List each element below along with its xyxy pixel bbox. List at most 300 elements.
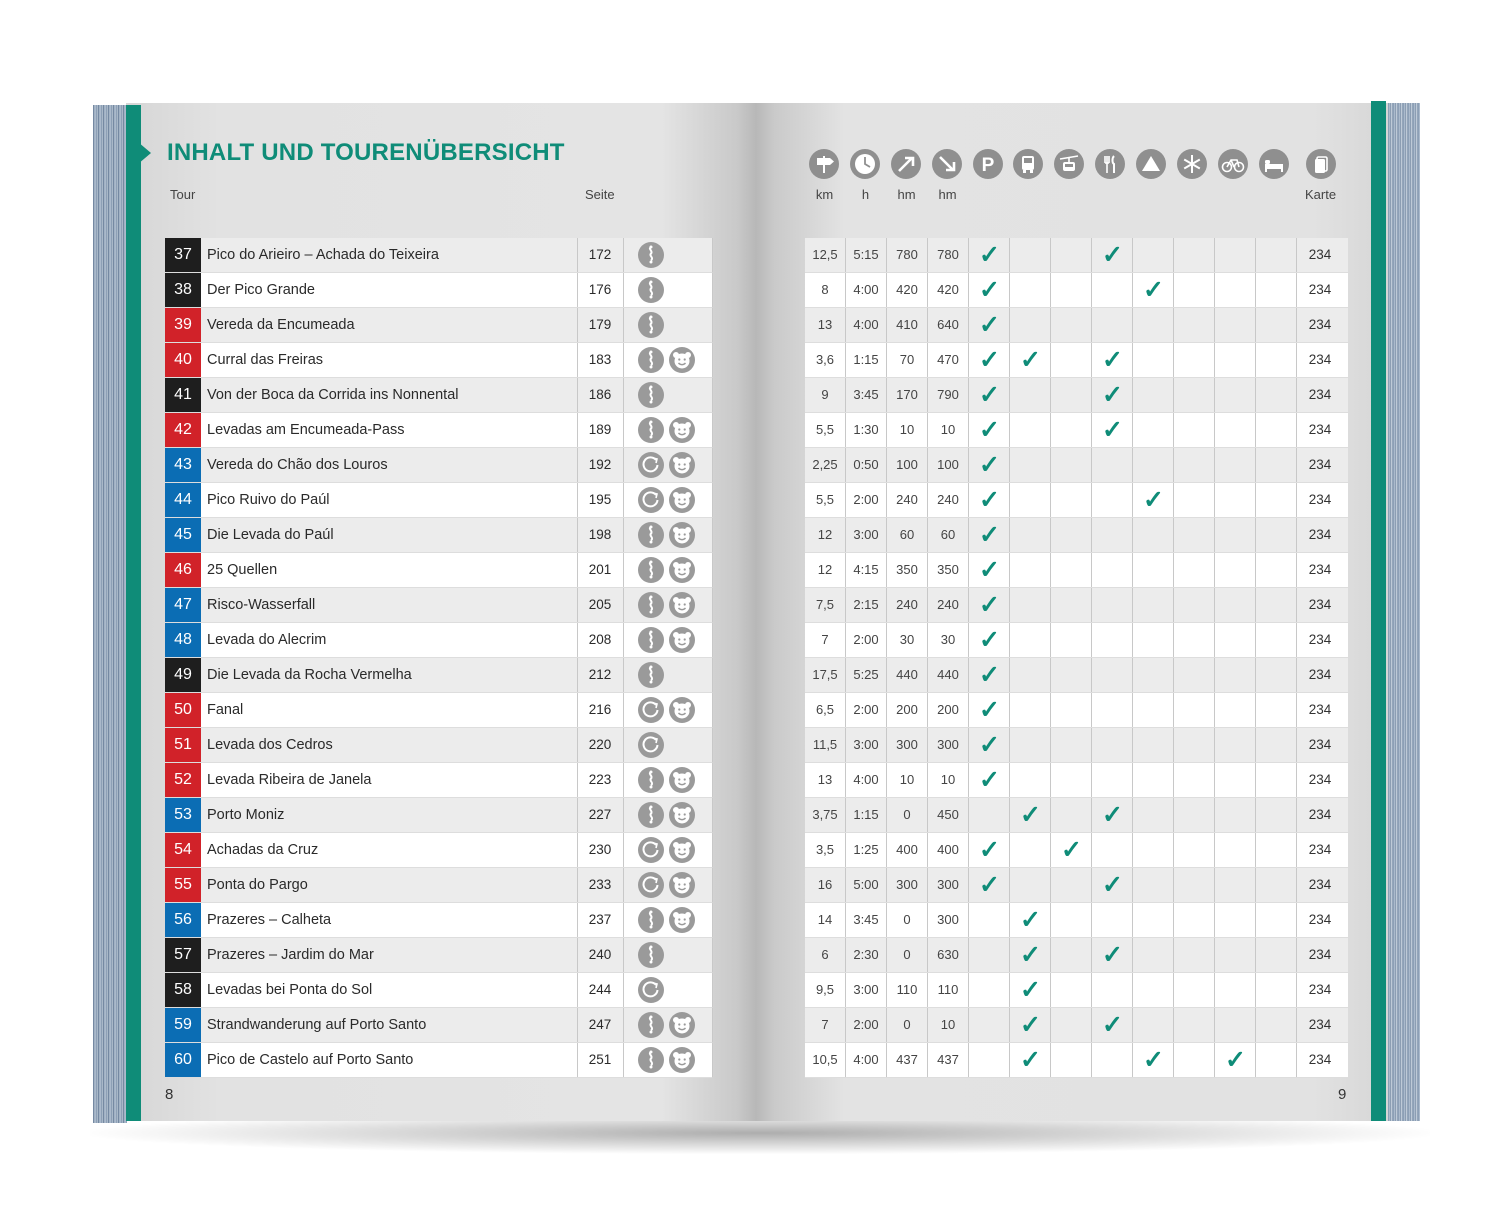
tour-duration: 1:25 bbox=[853, 842, 879, 857]
tour-distance: 12 bbox=[817, 527, 833, 542]
tour-duration: 0:50 bbox=[853, 457, 879, 472]
column-divider bbox=[1214, 1008, 1215, 1042]
tour-number-badge: 49 bbox=[165, 658, 201, 692]
tour-map-page: 234 bbox=[1308, 492, 1332, 507]
tour-stats-row-40 bbox=[805, 343, 1348, 378]
column-divider bbox=[623, 833, 624, 867]
tour-ascent: 30 bbox=[899, 632, 915, 647]
column-divider bbox=[623, 553, 624, 587]
tour-name: Der Pico Grande bbox=[207, 282, 315, 298]
tour-map-page: 234 bbox=[1308, 912, 1332, 927]
kids-icon bbox=[669, 522, 695, 548]
tour-row-57[interactable] bbox=[165, 938, 712, 973]
tour-distance: 11,5 bbox=[812, 737, 838, 752]
column-divider bbox=[1214, 973, 1215, 1007]
tour-row-49[interactable] bbox=[165, 658, 712, 693]
column-divider bbox=[1050, 728, 1051, 762]
tour-number-badge: 59 bbox=[165, 1008, 201, 1042]
route-oneway-icon bbox=[638, 347, 664, 373]
summit-icon bbox=[1136, 149, 1166, 179]
bike-icon bbox=[1218, 149, 1248, 179]
column-divider bbox=[623, 693, 624, 727]
column-divider bbox=[1132, 763, 1133, 797]
tour-page: 186 bbox=[588, 387, 612, 402]
check-mark-icon: ✓ bbox=[1143, 276, 1164, 304]
route-oneway-icon bbox=[638, 522, 664, 548]
tour-descent: 100 bbox=[937, 457, 959, 472]
column-divider bbox=[623, 938, 624, 972]
kids-icon bbox=[669, 767, 695, 793]
tour-row-51[interactable] bbox=[165, 728, 712, 763]
column-divider bbox=[1214, 588, 1215, 622]
column-divider bbox=[1091, 518, 1092, 552]
check-mark-icon: ✓ bbox=[1020, 801, 1041, 829]
tour-row-58[interactable] bbox=[165, 973, 712, 1008]
tour-row-55[interactable] bbox=[165, 868, 712, 903]
tour-page: 240 bbox=[588, 947, 612, 962]
column-divider bbox=[712, 1008, 713, 1042]
column-divider bbox=[1214, 693, 1215, 727]
column-divider bbox=[1173, 378, 1174, 412]
tour-row-44[interactable] bbox=[165, 483, 712, 518]
route-oneway-icon bbox=[638, 802, 664, 828]
column-divider bbox=[623, 658, 624, 692]
check-mark-icon: ✓ bbox=[1102, 941, 1123, 969]
route-oneway-icon bbox=[638, 242, 664, 268]
check-mark-icon: ✓ bbox=[979, 486, 1000, 514]
tour-ascent: 400 bbox=[896, 842, 918, 857]
tour-row-59[interactable] bbox=[165, 1008, 712, 1043]
kids-icon bbox=[669, 697, 695, 723]
right-accent-bar bbox=[1371, 101, 1386, 1121]
tour-map-page: 234 bbox=[1308, 702, 1332, 717]
column-divider bbox=[1214, 518, 1215, 552]
column-divider bbox=[1050, 413, 1051, 447]
column-divider bbox=[623, 518, 624, 552]
column-divider bbox=[1050, 693, 1051, 727]
column-divider bbox=[1255, 693, 1256, 727]
route-loop-icon bbox=[638, 452, 664, 478]
column-divider bbox=[712, 518, 713, 552]
column-divider bbox=[623, 973, 624, 1007]
kids-icon bbox=[669, 907, 695, 933]
route-loop-icon bbox=[638, 837, 664, 863]
svg-text:P: P bbox=[981, 155, 995, 176]
tour-duration: 4:15 bbox=[853, 562, 879, 577]
tour-duration: 4:00 bbox=[853, 1052, 879, 1067]
tour-row-47[interactable] bbox=[165, 588, 712, 623]
column-divider bbox=[623, 448, 624, 482]
column-divider bbox=[623, 903, 624, 937]
bed-icon bbox=[1259, 149, 1289, 179]
check-mark-icon: ✓ bbox=[979, 661, 1000, 689]
column-divider bbox=[623, 588, 624, 622]
tour-number-badge: 54 bbox=[165, 833, 201, 867]
tour-distance: 12,5 bbox=[812, 247, 838, 262]
route-oneway-icon bbox=[638, 1047, 664, 1073]
column-divider bbox=[1091, 623, 1092, 657]
tour-name: Levada Ribeira de Janela bbox=[207, 772, 372, 788]
tour-descent: 400 bbox=[937, 842, 959, 857]
tour-name: Die Levada da Rocha Vermelha bbox=[207, 667, 412, 683]
column-divider bbox=[712, 903, 713, 937]
column-divider bbox=[1050, 273, 1051, 307]
tour-duration: 4:00 bbox=[853, 772, 879, 787]
tour-distance: 8 bbox=[821, 282, 829, 297]
tour-row-42[interactable] bbox=[165, 413, 712, 448]
column-divider bbox=[712, 973, 713, 1007]
tour-map-page: 234 bbox=[1308, 1052, 1332, 1067]
column-divider bbox=[1173, 588, 1174, 622]
tour-number-badge: 57 bbox=[165, 938, 201, 972]
column-divider bbox=[712, 833, 713, 867]
check-mark-icon: ✓ bbox=[1143, 486, 1164, 514]
tour-number-badge: 42 bbox=[165, 413, 201, 447]
column-divider bbox=[1132, 518, 1133, 552]
tour-row-43[interactable] bbox=[165, 448, 712, 483]
tour-descent: 200 bbox=[937, 702, 959, 717]
check-mark-icon: ✓ bbox=[979, 346, 1000, 374]
tour-name: 25 Quellen bbox=[207, 562, 278, 578]
column-divider bbox=[623, 763, 624, 797]
column-divider bbox=[1173, 518, 1174, 552]
tour-row-54[interactable] bbox=[165, 833, 712, 868]
column-divider bbox=[1214, 238, 1215, 272]
tour-row-50[interactable] bbox=[165, 693, 712, 728]
tour-row-48[interactable] bbox=[165, 623, 712, 658]
tour-name: Ponta do Pargo bbox=[207, 877, 308, 893]
unit-hm-down: hm bbox=[938, 187, 957, 202]
tour-distance: 5,5 bbox=[815, 492, 835, 507]
column-divider bbox=[1091, 658, 1092, 692]
column-divider bbox=[623, 238, 624, 272]
tour-duration: 2:30 bbox=[853, 947, 879, 962]
tour-map-page: 234 bbox=[1308, 737, 1332, 752]
route-oneway-icon bbox=[638, 592, 664, 618]
route-loop-icon bbox=[638, 697, 664, 723]
column-divider bbox=[1050, 623, 1051, 657]
tour-ascent: 110 bbox=[896, 982, 918, 997]
tour-row-38[interactable] bbox=[165, 273, 712, 308]
tour-ascent: 300 bbox=[896, 877, 918, 892]
column-divider bbox=[1214, 903, 1215, 937]
column-divider bbox=[623, 623, 624, 657]
column-divider bbox=[1173, 728, 1174, 762]
tour-distance: 7 bbox=[821, 632, 829, 647]
kids-icon bbox=[669, 557, 695, 583]
check-mark-icon: ✓ bbox=[1102, 871, 1123, 899]
tour-ascent: 440 bbox=[896, 667, 918, 682]
column-divider bbox=[623, 1043, 624, 1077]
column-divider bbox=[1214, 343, 1215, 377]
column-divider bbox=[1214, 623, 1215, 657]
page-number-left: 8 bbox=[165, 1086, 174, 1103]
column-divider bbox=[1255, 238, 1256, 272]
tour-descent: 10 bbox=[940, 1017, 956, 1032]
column-divider bbox=[623, 273, 624, 307]
check-mark-icon: ✓ bbox=[1020, 1046, 1041, 1074]
column-divider bbox=[1173, 798, 1174, 832]
kids-icon bbox=[669, 802, 695, 828]
column-divider bbox=[712, 798, 713, 832]
column-divider bbox=[1173, 973, 1174, 1007]
tour-row-40[interactable] bbox=[165, 343, 712, 378]
column-divider bbox=[968, 903, 969, 937]
column-divider bbox=[1132, 693, 1133, 727]
column-divider bbox=[1173, 343, 1174, 377]
column-divider bbox=[1050, 763, 1051, 797]
column-divider bbox=[1050, 448, 1051, 482]
tour-name: Fanal bbox=[207, 702, 244, 718]
column-divider bbox=[1214, 273, 1215, 307]
tour-map-page: 234 bbox=[1308, 807, 1332, 822]
kids-icon bbox=[669, 592, 695, 618]
column-divider bbox=[1050, 308, 1051, 342]
tour-page: 192 bbox=[588, 457, 612, 472]
tour-stats-row-56 bbox=[805, 903, 1348, 938]
check-mark-icon: ✓ bbox=[1061, 836, 1082, 864]
column-divider bbox=[1050, 553, 1051, 587]
tour-page: 201 bbox=[588, 562, 612, 577]
route-oneway-icon bbox=[638, 1012, 664, 1038]
tour-duration: 2:00 bbox=[853, 492, 879, 507]
tour-map-page: 234 bbox=[1308, 877, 1332, 892]
unit-h: h bbox=[861, 187, 870, 202]
tour-number-badge: 45 bbox=[165, 518, 201, 552]
route-oneway-icon bbox=[638, 662, 664, 688]
page-edges-right bbox=[1386, 103, 1420, 1121]
check-mark-icon: ✓ bbox=[979, 626, 1000, 654]
route-oneway-icon bbox=[638, 627, 664, 653]
tour-duration: 4:00 bbox=[853, 282, 879, 297]
column-divider bbox=[712, 1043, 713, 1077]
column-divider bbox=[1050, 238, 1051, 272]
route-oneway-icon bbox=[638, 312, 664, 338]
tour-page: 189 bbox=[588, 422, 612, 437]
tour-map-page: 234 bbox=[1308, 317, 1332, 332]
unit-km: km bbox=[815, 187, 834, 202]
column-divider bbox=[1091, 483, 1092, 517]
tour-ascent: 200 bbox=[896, 702, 918, 717]
tour-distance: 17,5 bbox=[812, 667, 838, 682]
tour-duration: 5:25 bbox=[853, 667, 879, 682]
column-divider bbox=[1050, 378, 1051, 412]
column-divider bbox=[1214, 413, 1215, 447]
check-mark-icon: ✓ bbox=[979, 311, 1000, 339]
tour-duration: 2:15 bbox=[853, 597, 879, 612]
tour-map-page: 234 bbox=[1308, 772, 1332, 787]
tour-distance: 5,5 bbox=[815, 422, 835, 437]
tour-name: Pico Ruivo do Paúl bbox=[207, 492, 330, 508]
column-divider bbox=[1132, 728, 1133, 762]
tour-map-page: 234 bbox=[1308, 247, 1332, 262]
tour-duration: 3:00 bbox=[853, 982, 879, 997]
tour-descent: 30 bbox=[940, 632, 956, 647]
tour-ascent: 0 bbox=[903, 947, 911, 962]
column-divider bbox=[968, 798, 969, 832]
check-mark-icon: ✓ bbox=[1225, 1046, 1246, 1074]
tour-page: 212 bbox=[588, 667, 612, 682]
tour-descent: 240 bbox=[937, 492, 959, 507]
tour-number-badge: 39 bbox=[165, 308, 201, 342]
column-divider bbox=[1173, 1008, 1174, 1042]
column-divider bbox=[1132, 308, 1133, 342]
tour-distance: 9,5 bbox=[815, 982, 835, 997]
column-divider bbox=[1255, 588, 1256, 622]
column-divider bbox=[1173, 693, 1174, 727]
tour-row-45[interactable] bbox=[165, 518, 712, 553]
column-divider bbox=[1173, 413, 1174, 447]
column-divider bbox=[712, 938, 713, 972]
column-divider bbox=[1173, 938, 1174, 972]
column-divider bbox=[1255, 1008, 1256, 1042]
tour-row-56[interactable] bbox=[165, 903, 712, 938]
tour-page: 251 bbox=[588, 1052, 612, 1067]
tour-name: Levadas bei Ponta do Sol bbox=[207, 982, 373, 998]
tour-page: 227 bbox=[588, 807, 612, 822]
column-divider bbox=[1132, 973, 1133, 1007]
tour-ascent: 437 bbox=[896, 1052, 918, 1067]
tour-descent: 350 bbox=[937, 562, 959, 577]
kids-icon bbox=[669, 1047, 695, 1073]
check-mark-icon: ✓ bbox=[979, 766, 1000, 794]
column-divider bbox=[1214, 658, 1215, 692]
column-divider bbox=[1050, 588, 1051, 622]
tour-map-page: 234 bbox=[1308, 1017, 1332, 1032]
tour-page: 172 bbox=[588, 247, 612, 262]
tour-distance: 7 bbox=[821, 1017, 829, 1032]
tour-stats-row-49 bbox=[805, 658, 1348, 693]
kids-icon bbox=[669, 837, 695, 863]
tour-row-41[interactable] bbox=[165, 378, 712, 413]
check-mark-icon: ✓ bbox=[979, 836, 1000, 864]
tour-page: 216 bbox=[588, 702, 612, 717]
tour-stats-row-48 bbox=[805, 623, 1348, 658]
column-divider bbox=[1173, 903, 1174, 937]
page-title: INHALT UND TOURENÜBERSICHT bbox=[167, 139, 565, 166]
tour-map-page: 234 bbox=[1308, 597, 1332, 612]
check-mark-icon: ✓ bbox=[979, 451, 1000, 479]
tour-stats-row-52 bbox=[805, 763, 1348, 798]
tour-descent: 450 bbox=[937, 807, 959, 822]
kids-icon bbox=[669, 1012, 695, 1038]
check-mark-icon: ✓ bbox=[1020, 906, 1041, 934]
column-divider bbox=[1255, 413, 1256, 447]
tour-descent: 10 bbox=[940, 772, 956, 787]
column-divider bbox=[623, 378, 624, 412]
tour-row-37[interactable] bbox=[165, 238, 712, 273]
route-loop-icon bbox=[638, 487, 664, 513]
tour-descent: 240 bbox=[937, 597, 959, 612]
column-divider bbox=[712, 378, 713, 412]
tour-row-60[interactable] bbox=[165, 1043, 712, 1078]
route-oneway-icon bbox=[638, 942, 664, 968]
route-oneway-icon bbox=[638, 907, 664, 933]
tour-name: Von der Boca da Corrida ins Nonnental bbox=[207, 387, 459, 403]
bus-icon bbox=[1013, 149, 1043, 179]
column-divider bbox=[1255, 378, 1256, 412]
column-divider bbox=[1255, 973, 1256, 1007]
kids-icon bbox=[669, 487, 695, 513]
column-divider bbox=[623, 798, 624, 832]
tour-distance: 13 bbox=[817, 772, 833, 787]
column-divider bbox=[623, 343, 624, 377]
tour-map-page: 234 bbox=[1308, 387, 1332, 402]
tour-row-52[interactable] bbox=[165, 763, 712, 798]
tour-page: 233 bbox=[588, 877, 612, 892]
tour-page: 176 bbox=[588, 282, 612, 297]
column-divider bbox=[1255, 553, 1256, 587]
tour-number-badge: 41 bbox=[165, 378, 201, 412]
tour-page: 183 bbox=[588, 352, 612, 367]
tour-number-badge: 53 bbox=[165, 798, 201, 832]
column-divider bbox=[1214, 483, 1215, 517]
tour-ascent: 0 bbox=[903, 912, 911, 927]
tour-stats-row-47 bbox=[805, 588, 1348, 623]
tour-map-page: 234 bbox=[1308, 947, 1332, 962]
tour-name: Levada do Alecrim bbox=[207, 632, 327, 648]
tour-stats-row-38 bbox=[805, 273, 1348, 308]
tour-ascent: 60 bbox=[899, 527, 915, 542]
column-divider bbox=[1173, 308, 1174, 342]
col-header-karte: Karte bbox=[1305, 187, 1337, 202]
tour-number-badge: 60 bbox=[165, 1043, 201, 1077]
tour-distance: 3,5 bbox=[815, 842, 835, 857]
tour-duration: 1:15 bbox=[853, 807, 879, 822]
tour-page: 179 bbox=[588, 317, 612, 332]
clock-icon bbox=[850, 149, 880, 179]
column-divider bbox=[1214, 728, 1215, 762]
tour-descent: 780 bbox=[937, 247, 959, 262]
tour-map-page: 234 bbox=[1308, 422, 1332, 437]
tour-duration: 5:15 bbox=[853, 247, 879, 262]
tour-descent: 470 bbox=[937, 352, 959, 367]
tour-row-39[interactable] bbox=[165, 308, 712, 343]
route-loop-icon bbox=[638, 732, 664, 758]
tour-duration: 2:00 bbox=[853, 1017, 879, 1032]
tour-page: 223 bbox=[588, 772, 612, 787]
tour-stats-row-39 bbox=[805, 308, 1348, 343]
tour-number-badge: 58 bbox=[165, 973, 201, 1007]
column-divider bbox=[712, 238, 713, 272]
tour-distance: 6 bbox=[821, 947, 829, 962]
tour-row-53[interactable] bbox=[165, 798, 712, 833]
column-divider bbox=[1255, 518, 1256, 552]
tour-number-badge: 51 bbox=[165, 728, 201, 762]
check-mark-icon: ✓ bbox=[1102, 1011, 1123, 1039]
parking-icon bbox=[973, 149, 1003, 179]
tour-row-46[interactable] bbox=[165, 553, 712, 588]
tour-table-right bbox=[805, 238, 1348, 1078]
column-divider bbox=[1091, 728, 1092, 762]
column-divider bbox=[1255, 798, 1256, 832]
column-divider bbox=[1255, 868, 1256, 902]
column-divider bbox=[968, 973, 969, 1007]
check-mark-icon: ✓ bbox=[979, 241, 1000, 269]
column-divider bbox=[1173, 763, 1174, 797]
column-divider bbox=[1091, 693, 1092, 727]
column-divider bbox=[1091, 588, 1092, 622]
tour-ascent: 240 bbox=[896, 492, 918, 507]
tour-name: Risco-Wasserfall bbox=[207, 597, 316, 613]
title-arrow-icon bbox=[138, 142, 151, 164]
tour-distance: 2,25 bbox=[812, 457, 838, 472]
tour-distance: 14 bbox=[817, 912, 833, 927]
column-divider bbox=[1214, 868, 1215, 902]
tour-number-badge: 46 bbox=[165, 553, 201, 587]
tour-duration: 1:30 bbox=[853, 422, 879, 437]
tour-map-page: 234 bbox=[1308, 352, 1332, 367]
